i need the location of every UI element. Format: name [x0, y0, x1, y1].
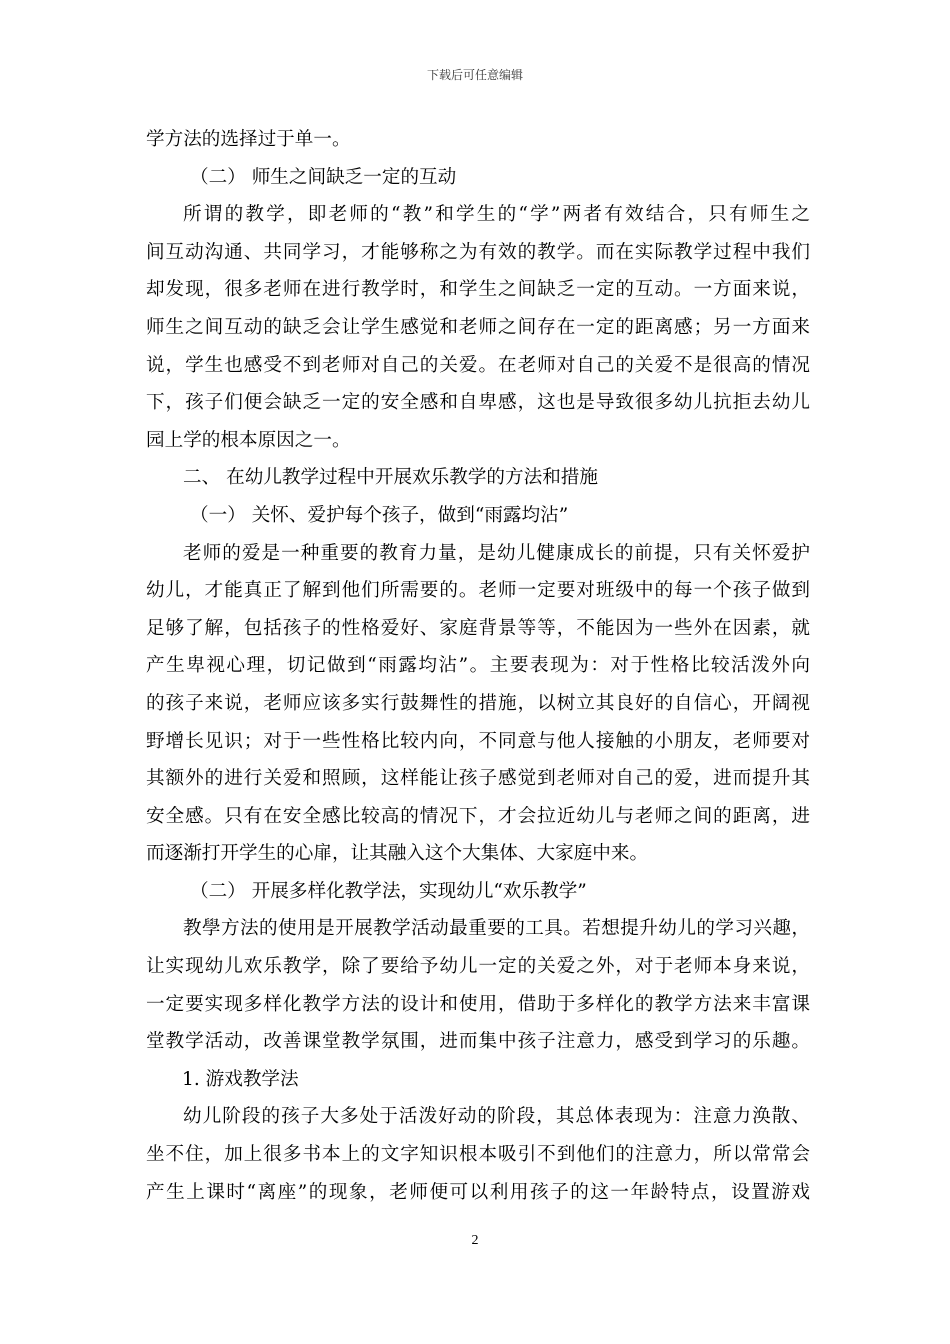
text-line: 所谓的教学，即老师的“教”和学生的“学”两者有效结合，只有师生之	[183, 204, 810, 226]
text-line: 幼儿阶段的孩子大多处于活泼好动的阶段，其总体表现为：注意力涣散、	[183, 1106, 810, 1128]
text-line: 产生卑视心理，切记做到“雨露均沾”。主要表现为：对于性格比较活泼外向	[146, 655, 810, 677]
text-line: 幼儿，才能真正了解到他们所需要的。老师一定要对班级中的每一个孩子做到	[146, 580, 810, 602]
page-header: 下载后可任意编辑	[426, 68, 523, 82]
text-line: 学方法的选择过于单一。	[146, 129, 351, 150]
text-line: 间互动沟通、共同学习，才能够称之为有效的教学。而在实际教学过程中我们	[146, 241, 810, 263]
text-line: 1. 游戏教学法	[182, 1068, 299, 1090]
text-line: 园上学的根本原因之一。	[146, 429, 351, 451]
text-line: 安全感。只有在安全感比较高的情况下，才会拉近幼儿与老师之间的距离，进	[146, 805, 810, 827]
document-body	[146, 126, 810, 1216]
text-line: （一） 关怀、爱护每个孩子，做到“雨露均沾”	[190, 504, 569, 526]
text-line: 师生之间互动的缺乏会让学生感觉和老师之间存在一定的距离感；另一方面来	[146, 316, 810, 338]
text-line: 的孩子来说，老师应该多实行鼓舞性的措施，以树立其良好的自信心，开阔视	[146, 692, 810, 714]
page-number: 2	[471, 1233, 479, 1248]
text-line: 其额外的进行关爱和照顾，这样能让孩子感觉到老师对自己的爱，进而提升其	[146, 768, 810, 790]
text-line: 产生上课时“离座”的现象，老师便可以利用孩子的这一年龄特点，设置游戏	[146, 1181, 810, 1203]
text-line: 野增长见识；对于一些性格比较内向，不同意与他人接触的小朋友，老师要对	[146, 730, 810, 752]
text-line: 足够了解，包括孩子的性格爱好、家庭背景等等，不能因为一些外在因素，就	[146, 617, 810, 639]
text-line: 教學方法的使用是开展教学活动最重要的工具。若想提升幼儿的学习兴趣，	[183, 918, 810, 940]
text-line: 堂教学活动，改善课堂教学氛围，进而集中孩子注意力，感受到学习的乐趣。	[146, 1031, 810, 1053]
text-line: （二） 师生之间缺乏一定的互动	[190, 166, 457, 188]
text-line: 坐不住，加上很多书本上的文字知识根本吸引不到他们的注意力，所以常常会	[146, 1144, 810, 1166]
text-line: 却发现，很多老师在进行教学时，和学生之间缺乏一定的互动。一方面来说，	[146, 279, 810, 301]
text-line: 二、 在幼儿教学过程中开展欢乐教学的方法和措施	[183, 467, 598, 489]
text-line: 一定要实现多样化教学方法的设计和使用，借助于多样化的教学方法来丰富课	[146, 993, 810, 1015]
text-line: 老师的爱是一种重要的教育力量，是幼儿健康成长的前提，只有关怀爱护	[183, 542, 810, 564]
text-line: （二） 开展多样化教学法，实现幼儿“欢乐教学”	[190, 880, 587, 902]
text-line: 下，孩子们便会缺乏一定的安全感和自卑感，这也是导致很多幼儿抗拒去幼儿	[146, 392, 810, 414]
text-line: 说，学生也感受不到老师对自己的关爱。在老师对自己的关爱不是很高的情况	[146, 354, 810, 376]
text-line: 让实现幼儿欢乐教学，除了要给予幼儿一定的关爱之外，对于老师本身来说，	[146, 956, 810, 978]
text-line: 而逐渐打开学生的心扉，让其融入这个大集体、大家庭中来。	[146, 843, 649, 865]
